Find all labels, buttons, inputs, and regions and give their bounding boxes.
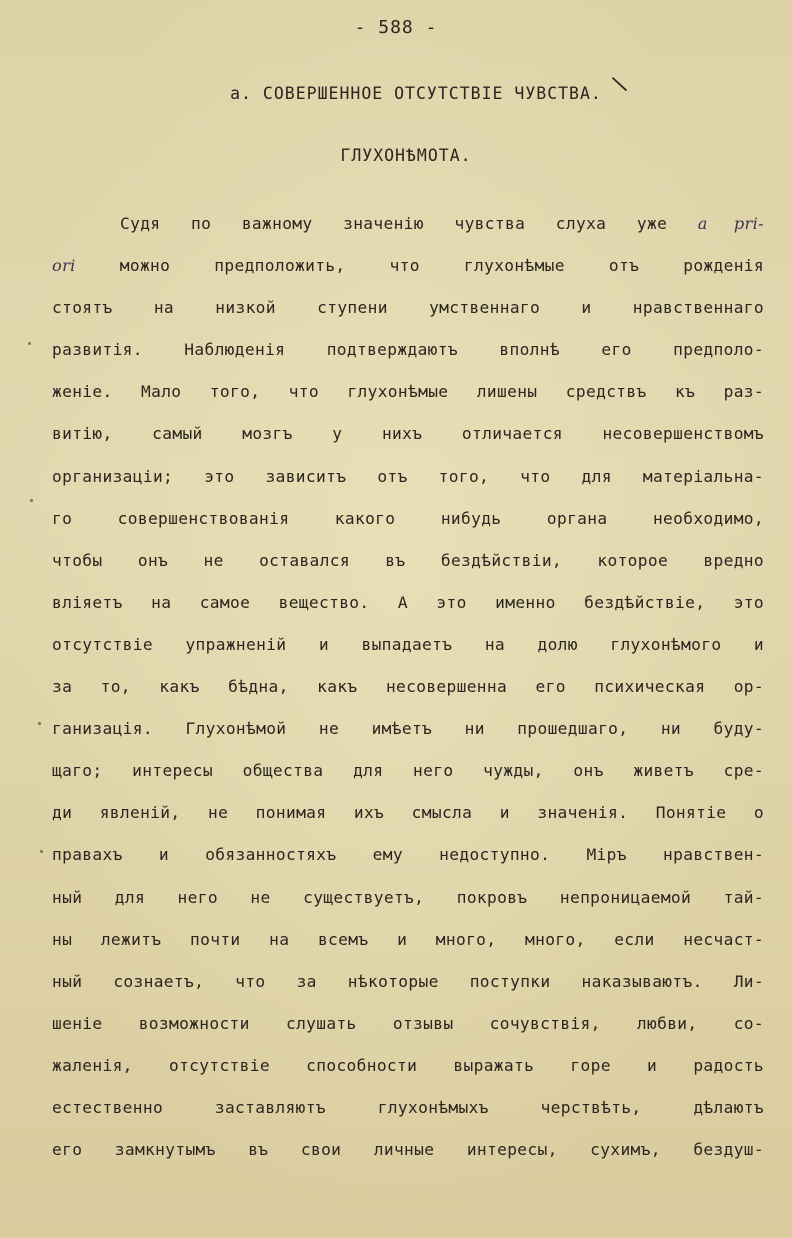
- margin-speck: [28, 342, 31, 345]
- subheading: ГЛУХОНѢМОТА.: [340, 146, 472, 165]
- text-line: за то, какъ бѣдна, какъ несовершенна его психическая ор-: [52, 677, 764, 697]
- text-line: организацiи; это зависитъ отъ того, что для матерiальна-: [52, 466, 764, 486]
- text-line: естественно заставляютъ глухонѣмыхъ черствѣть, дѣлаютъ: [52, 1097, 764, 1117]
- margin-speck: [30, 499, 33, 502]
- text-line: шенiе возможности слушать отзывы сочувствiя, любви, со-: [52, 1013, 764, 1033]
- text-line: ганизацiя. Глухонѣмой не имѣетъ ни прошедшаго, ни буду-: [52, 719, 764, 739]
- handwritten-text: ori: [52, 256, 76, 276]
- handwritten-text: a pri-: [697, 214, 764, 233]
- page-number: - 588 -: [354, 17, 438, 38]
- text-line: щаго; интересы общества для него чужды, онъ живетъ сре-: [52, 761, 764, 781]
- paragraph: [52, 203, 764, 1171]
- text-line: витiю, самый мозгъ у нихъ отличается несовершенствомъ: [52, 424, 764, 444]
- handwritten-mark-icon: \: [610, 71, 630, 98]
- text-line: го совершенствованiя какого нибудь органа необходимо,: [52, 508, 764, 528]
- typed-text: Судя по важному значенiю чувства слуха уже: [120, 214, 668, 233]
- text-line: его замкнутымъ въ свои личные интересы, сухимъ, бездуш-: [52, 1140, 764, 1160]
- text-line: развитiя. Наблюденiя подтверждаютъ вполнѣ его предполо-: [52, 340, 764, 360]
- text-line: ди явленiй, не понимая ихъ смысла и значенiя. Понятiе о: [52, 803, 764, 823]
- text-line: правахъ и обязанностяхъ ему недоступно. Мiръ нравствен-: [52, 845, 764, 865]
- margin-speck: [38, 722, 41, 725]
- text-line: ный для него не существуетъ, покровъ непроницаемой тай-: [52, 887, 764, 907]
- text-line: [52, 245, 764, 287]
- text-line: стоятъ на низкой ступени умственнаго и нравственнаго: [52, 298, 764, 318]
- text-line: чтобы онъ не оставался въ бездѣйствiи, которое вредно: [52, 550, 764, 570]
- section-heading: а. СОВЕРШЕННОЕ ОТСУТСТВIЕ ЧУВСТВА.: [230, 84, 602, 103]
- margin-speck: [40, 850, 43, 853]
- text-line: ны лежитъ почти на всемъ и много, много, если несчаст-: [52, 929, 764, 949]
- text-line: женiе. Мало того, что глухонѣмые лишены средствъ къ раз-: [52, 382, 764, 402]
- text-line: жаленiя, отсутствiе способности выражать горе и радость: [52, 1055, 764, 1075]
- text-line: влiяетъ на самое вещество. А это именно бездѣйствiе, это: [52, 592, 764, 612]
- text-line: ный сознаетъ, что за нѣкоторые поступки наказываютъ. Ли-: [52, 971, 764, 991]
- text-line: [52, 203, 764, 245]
- typed-text: можно предположить, что глухонѣмые отъ рожденiя: [75, 256, 764, 276]
- text-line: отсутствiе упражненiй и выпадаетъ на долю глухонѣмого и: [52, 634, 764, 654]
